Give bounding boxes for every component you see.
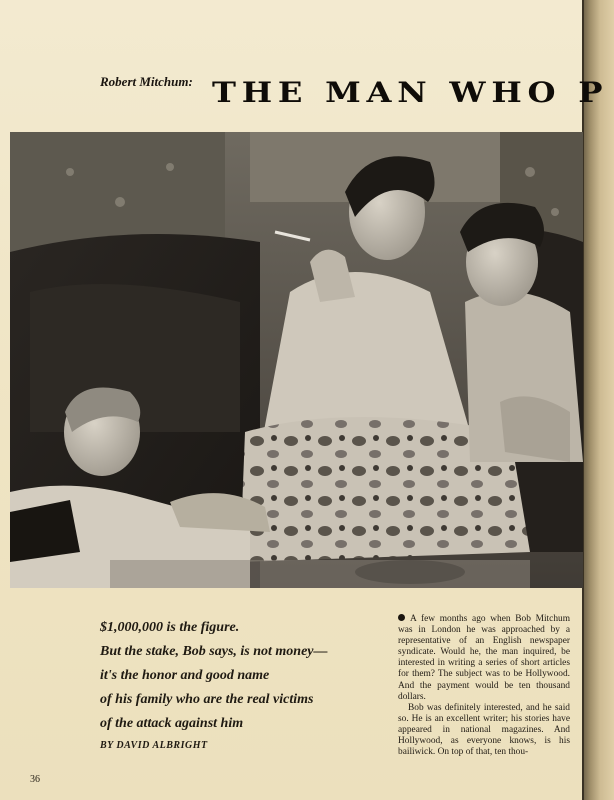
- deck-line: it's the honor and good name: [100, 668, 270, 683]
- headline: THE MAN WHO P: [212, 76, 609, 109]
- deck-line: $1,000,000 is the figure.: [100, 620, 240, 635]
- family-photo: [10, 132, 583, 588]
- article-body: [398, 614, 570, 758]
- family-photo-image: [10, 132, 583, 588]
- author-tag: Robert Mitchum:: [100, 74, 193, 89]
- byline: BY DAVID ALBRIGHT: [100, 740, 208, 751]
- page-number: 36: [30, 774, 40, 785]
- deck-line: But the stake, Bob says, is not money—: [100, 644, 328, 659]
- body-paragraph: [398, 614, 570, 703]
- deck-line: of his family who are the real victims: [100, 692, 314, 707]
- body-paragraph-text: A few months ago when Bob Mitchum was in London he was approached by a representative of an English newspaper syndicate. Would he, the man inquired, be interested in writing a series of short articles for them? The subject was to be Hollywood. And the payment would be ten thousand dollars.: [398, 614, 570, 702]
- bullet-icon: [398, 614, 405, 621]
- deck-subtitle: [100, 616, 370, 736]
- deck-line: of the attack against him: [100, 716, 244, 731]
- page-spine: [583, 0, 614, 800]
- body-paragraph: Bob was definitely interested, and he said so. He is an excellent writer; his stories have appeared in national magazines. And Hollywood, as everyone knows, is his bailiwick. On top of that, ten thou-: [398, 702, 570, 758]
